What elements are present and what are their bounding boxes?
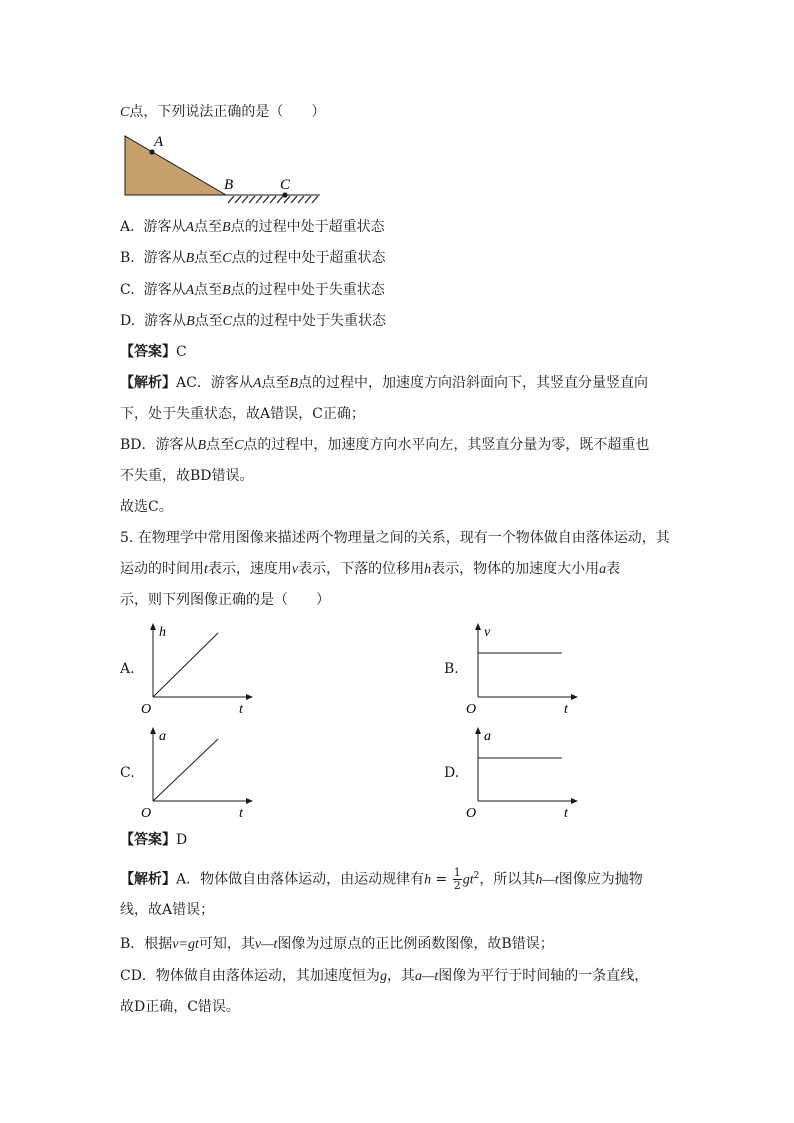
option-text: 点至	[194, 219, 223, 235]
analysis-text: 点的过程中，加速度方向沿斜面向下，其竖直分量竖直向	[297, 375, 648, 391]
ground-hatch	[228, 196, 318, 203]
y-label: v	[484, 625, 491, 640]
q4-stem-text: 点，下列说法正确的是（ ）	[129, 104, 326, 120]
point-c-text: C	[280, 177, 291, 193]
option-point: C	[222, 251, 232, 266]
q5-stem-line-3: 示，则下列图像正确的是（ ）	[120, 592, 330, 608]
analysis-text: AC．游客从	[176, 375, 253, 391]
fraction-denominator: 2	[453, 879, 461, 893]
graph-d	[463, 724, 583, 820]
option-letter: D.	[120, 313, 136, 329]
point-a-dot	[149, 149, 154, 154]
y-label: a	[484, 729, 491, 744]
x-label: t	[564, 806, 568, 820]
answer-tag: 【答案】	[120, 344, 176, 360]
graph-line	[153, 633, 218, 697]
stem-text: 表示，物体的加速度大小用	[431, 561, 600, 577]
x-arrow	[571, 798, 578, 804]
formula-equals: =	[431, 871, 452, 888]
formula-gt: gt	[462, 872, 474, 888]
q5-analysis-line-4	[120, 966, 648, 987]
y-arrow	[475, 623, 481, 630]
option-letter: C.	[120, 282, 135, 298]
analysis-text: 点的过程中，加速度方向水平向左，其竖直分量为零，既不超重也	[243, 437, 650, 453]
analysis-text: CD．物体做自由落体运动，其加速度恒为	[120, 968, 380, 984]
graph-line	[153, 739, 218, 801]
point-c-label: C	[120, 105, 130, 120]
graph-a-letter: A.	[120, 661, 135, 677]
graph-c	[138, 724, 258, 820]
analysis-tag: 【解析】	[120, 375, 176, 391]
option-text: 游客从	[143, 282, 186, 298]
q4-option-a	[120, 217, 385, 238]
answer-value: C	[176, 344, 187, 360]
analysis-point: B	[197, 438, 207, 453]
origin-label: O	[141, 806, 152, 820]
option-point: B	[186, 314, 195, 329]
q4-conclusion: 故选C。	[120, 499, 173, 515]
option-letter: B.	[120, 250, 135, 266]
analysis-point: C	[234, 438, 244, 453]
graph-d-letter: D.	[444, 765, 460, 781]
origin-label: O	[141, 702, 152, 716]
formula-vgt: v=gt	[172, 937, 199, 952]
analysis-text: 点至	[206, 437, 235, 453]
analysis-text: A．物体做自由落体运动，由运动规律有	[176, 871, 425, 888]
analysis-text: 图像应为抛物	[558, 871, 643, 888]
analysis-text: 图像为平行于时间轴的一条直线，	[438, 968, 649, 984]
option-point: B	[222, 283, 231, 298]
formula-fraction	[453, 867, 462, 892]
q4-option-b	[120, 248, 386, 269]
q5-answer	[120, 830, 187, 850]
graph-c-letter: C.	[120, 765, 135, 781]
option-text: 点的过程中处于失重状态	[230, 282, 385, 298]
analysis-text: ，其	[386, 968, 415, 984]
analysis-tag: 【解析】	[120, 871, 176, 888]
origin-label: O	[466, 702, 477, 716]
x-arrow	[246, 798, 253, 804]
option-text: 游客从	[143, 250, 186, 266]
formula-h: h	[424, 872, 432, 888]
analysis-text: 图像为过原点的正比例函数图像，故B错误；	[277, 936, 554, 952]
option-text: 游客从	[144, 313, 187, 329]
option-text: 点的过程中处于超重状态	[230, 219, 385, 235]
stem-text: 运动的时间用	[120, 561, 204, 577]
option-text: 点至	[194, 313, 223, 329]
var-t: t	[204, 562, 208, 577]
option-point: A	[185, 220, 195, 235]
option-point: C	[222, 314, 232, 329]
y-arrow	[475, 727, 481, 734]
var-h: h	[424, 562, 432, 577]
incline-slope	[125, 136, 226, 195]
var-v: v	[291, 562, 299, 577]
analysis-text: BD．游客从	[120, 437, 198, 453]
x-arrow	[571, 694, 578, 700]
point-b-text: B	[224, 177, 234, 193]
analysis-point: B	[289, 376, 298, 391]
graph-a	[138, 620, 258, 716]
incline-figure	[118, 128, 338, 210]
option-text: 点至	[194, 282, 223, 298]
stem-text: 表	[606, 561, 621, 577]
y-arrow	[150, 623, 156, 630]
q4-stem	[120, 102, 325, 123]
analysis-text: ，所以其	[479, 871, 536, 888]
stem-text: 表示，下落的位移用	[298, 561, 425, 577]
formula-exponent: 2	[473, 871, 480, 881]
option-point: B	[222, 220, 231, 235]
option-point: A	[185, 283, 195, 298]
q4-answer	[120, 342, 187, 362]
var-a: a	[599, 562, 607, 577]
y-label: a	[159, 729, 166, 744]
analysis-text: 点至	[261, 375, 290, 391]
stem-text: 表示，速度用	[207, 561, 292, 577]
formula-v-t: v—t	[254, 937, 278, 952]
y-label: h	[159, 625, 166, 640]
option-text: 游客从	[143, 219, 186, 235]
y-arrow	[150, 727, 156, 734]
q4-analysis-line-2: 下，处于失重状态，故A错误，C正确；	[120, 406, 365, 422]
q5-stem-line-1: 5. 在物理学中常用图像来描述两个物理量之间的关系，现有一个物体做自由落体运动，其	[120, 530, 670, 546]
analysis-text: 可知，其	[198, 936, 255, 952]
point-a-text: A	[154, 134, 164, 150]
option-letter: A.	[120, 219, 135, 235]
x-label: t	[564, 702, 568, 716]
graph-b-letter: B.	[444, 661, 459, 677]
q4-analysis-line-4: 不失重，故BD错误。	[120, 468, 254, 484]
analysis-point: A	[252, 376, 262, 391]
fraction-numerator: 1	[453, 866, 461, 880]
q4-option-c	[120, 280, 385, 301]
origin-label: O	[466, 806, 477, 820]
x-label: t	[239, 702, 243, 716]
point-c-dot	[282, 192, 287, 197]
q5-analysis-line-3	[120, 934, 554, 955]
formula-h-t: h—t	[535, 872, 559, 888]
q4-analysis-line-1	[120, 373, 648, 394]
option-point: B	[185, 251, 195, 266]
formula-g: g	[379, 969, 387, 984]
q5-analysis-line-1	[120, 866, 643, 892]
formula-a-t: a—t	[414, 969, 439, 984]
x-label: t	[239, 806, 243, 820]
x-arrow	[246, 694, 253, 700]
analysis-text: B．根据	[120, 936, 173, 952]
q5-analysis-line-5: 故D正确，C错误。	[120, 999, 240, 1015]
option-text: 点的过程中处于失重状态	[232, 313, 386, 329]
q4-analysis-line-3	[120, 435, 649, 456]
option-text: 点的过程中处于超重状态	[231, 250, 386, 266]
answer-tag: 【答案】	[120, 832, 176, 848]
q5-analysis-line-2: 线，故A错误；	[120, 902, 215, 918]
answer-value: D	[176, 832, 188, 848]
graph-b	[463, 620, 583, 716]
option-text: 点至	[194, 250, 223, 266]
q5-stem-line-2	[120, 559, 620, 580]
q4-option-d	[120, 311, 386, 332]
